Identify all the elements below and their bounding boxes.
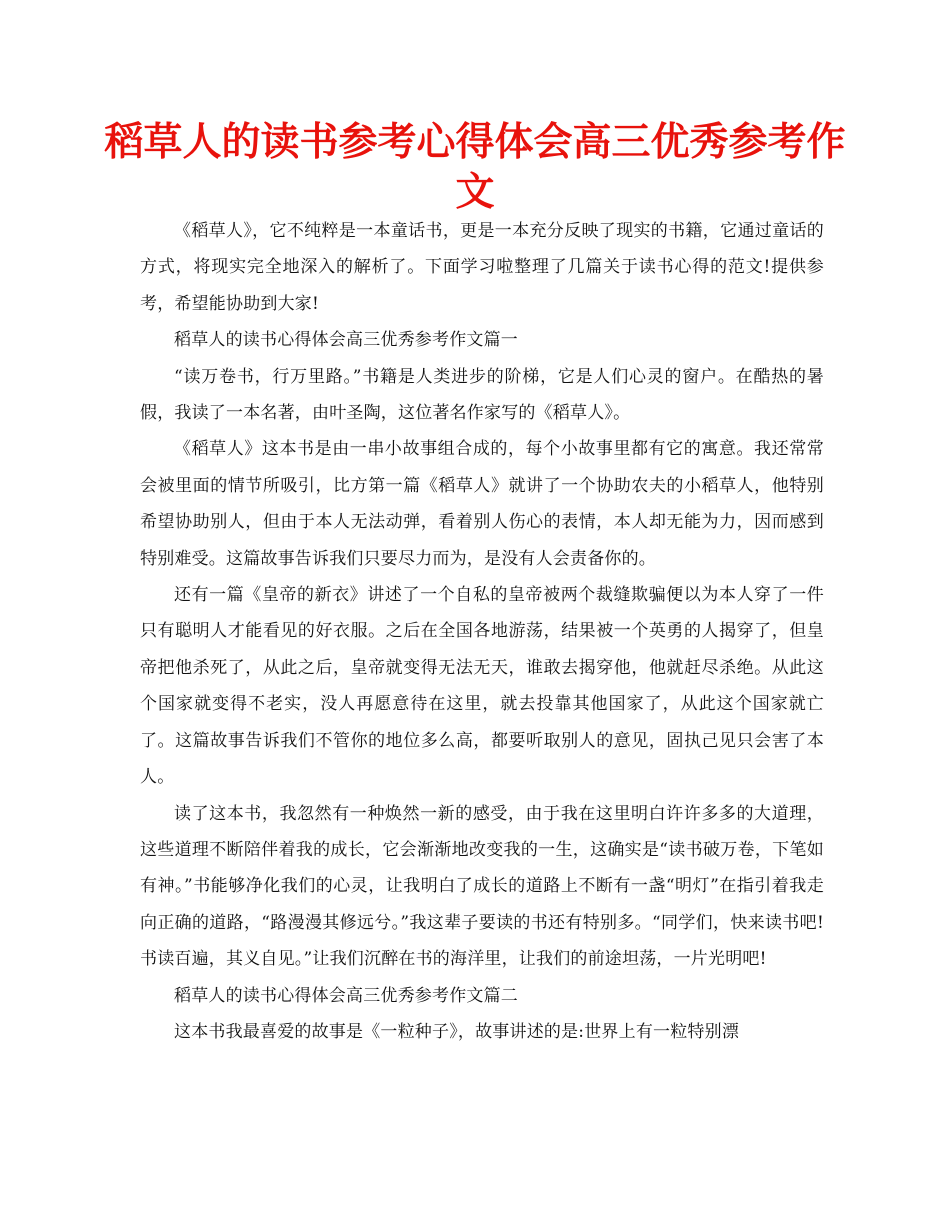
section-heading-one: 稻草人的读书心得体会高三优秀参考作文篇一	[174, 330, 518, 351]
intro-paragraph: 《稻草人》，它不纯粹是一本童话书，更是一本充分反映了现实的书籍，它通过童话的方式，将现实完全地深入的解析了。下面学习啦整理了几篇关于读书心得的范文!提供参考，希望能协助到大家!	[140, 221, 824, 314]
body-paragraph: “读万卷书，行万里路。”书籍是人类进步的阶梯，它是人们心灵的窗户。在酷热的暑假，我读了一本名著，由叶圣陶，这位著名作家写的《稻草人》。	[140, 366, 824, 424]
body-paragraph: 这本书我最喜爱的故事是《一粒种子》，故事讲述的是:世界上有一粒特别漂	[174, 1021, 740, 1042]
body-paragraph: 还有一篇《皇帝的新衣》讲述了一个自私的皇帝被两个裁缝欺骗便以为本人穿了一件只有聪明人才能看见的好衣服。之后在全国各地游荡，结果被一个英勇的人揭穿了，但皇帝把他杀死了，从此之后，皇帝就变得无法无天，谁敢去揭穿他，他就赶尽杀绝。从此这个国家就变得不老实，没人再愿意待在这里，就去投靠其他国家了，从此这个国家就亡了。这篇故事告诉我们不管你的地位多么高，都要听取别人的意见，固执己见只会害了本人。	[140, 585, 824, 788]
document-title: 稻草人的读书参考心得体会高三优秀参考作文	[104, 120, 846, 215]
body-paragraph: 读了这本书，我忽然有一种焕然一新的感受，由于我在这里明白许许多多的大道理，这些道理不断陪伴着我的成长，它会渐渐地改变我的一生，这确实是“读书破万卷，下笔如有神。”书能够净化我们的心灵，让我明白了成长的道路上不断有一盏“明灯”在指引着我走向正确的道路，“路漫漫其修远兮。”我这辈子要读的书还有特别多。“同学们，快来读书吧!书读百遍，其义自见。”让我们沉醉在书的海洋里，让我们的前途坦荡，一片光明吧!	[140, 803, 824, 970]
document-body	[140, 213, 824, 1050]
section-heading-two: 稻草人的读书心得体会高三优秀参考作文篇二	[174, 985, 518, 1006]
body-paragraph: 《稻草人》这本书是由一串小故事组合成的，每个小故事里都有它的寓意。我还常常会被里面的情节所吸引，比方第一篇《稻草人》就讲了一个协助农夫的小稻草人，他特别希望协助别人，但由于本人无法动弹，看着别人伤心的表情，本人却无能为力，因而感到特别难受。这篇故事告诉我们只要尽力而为，是没有人会责备你的。	[140, 439, 824, 569]
